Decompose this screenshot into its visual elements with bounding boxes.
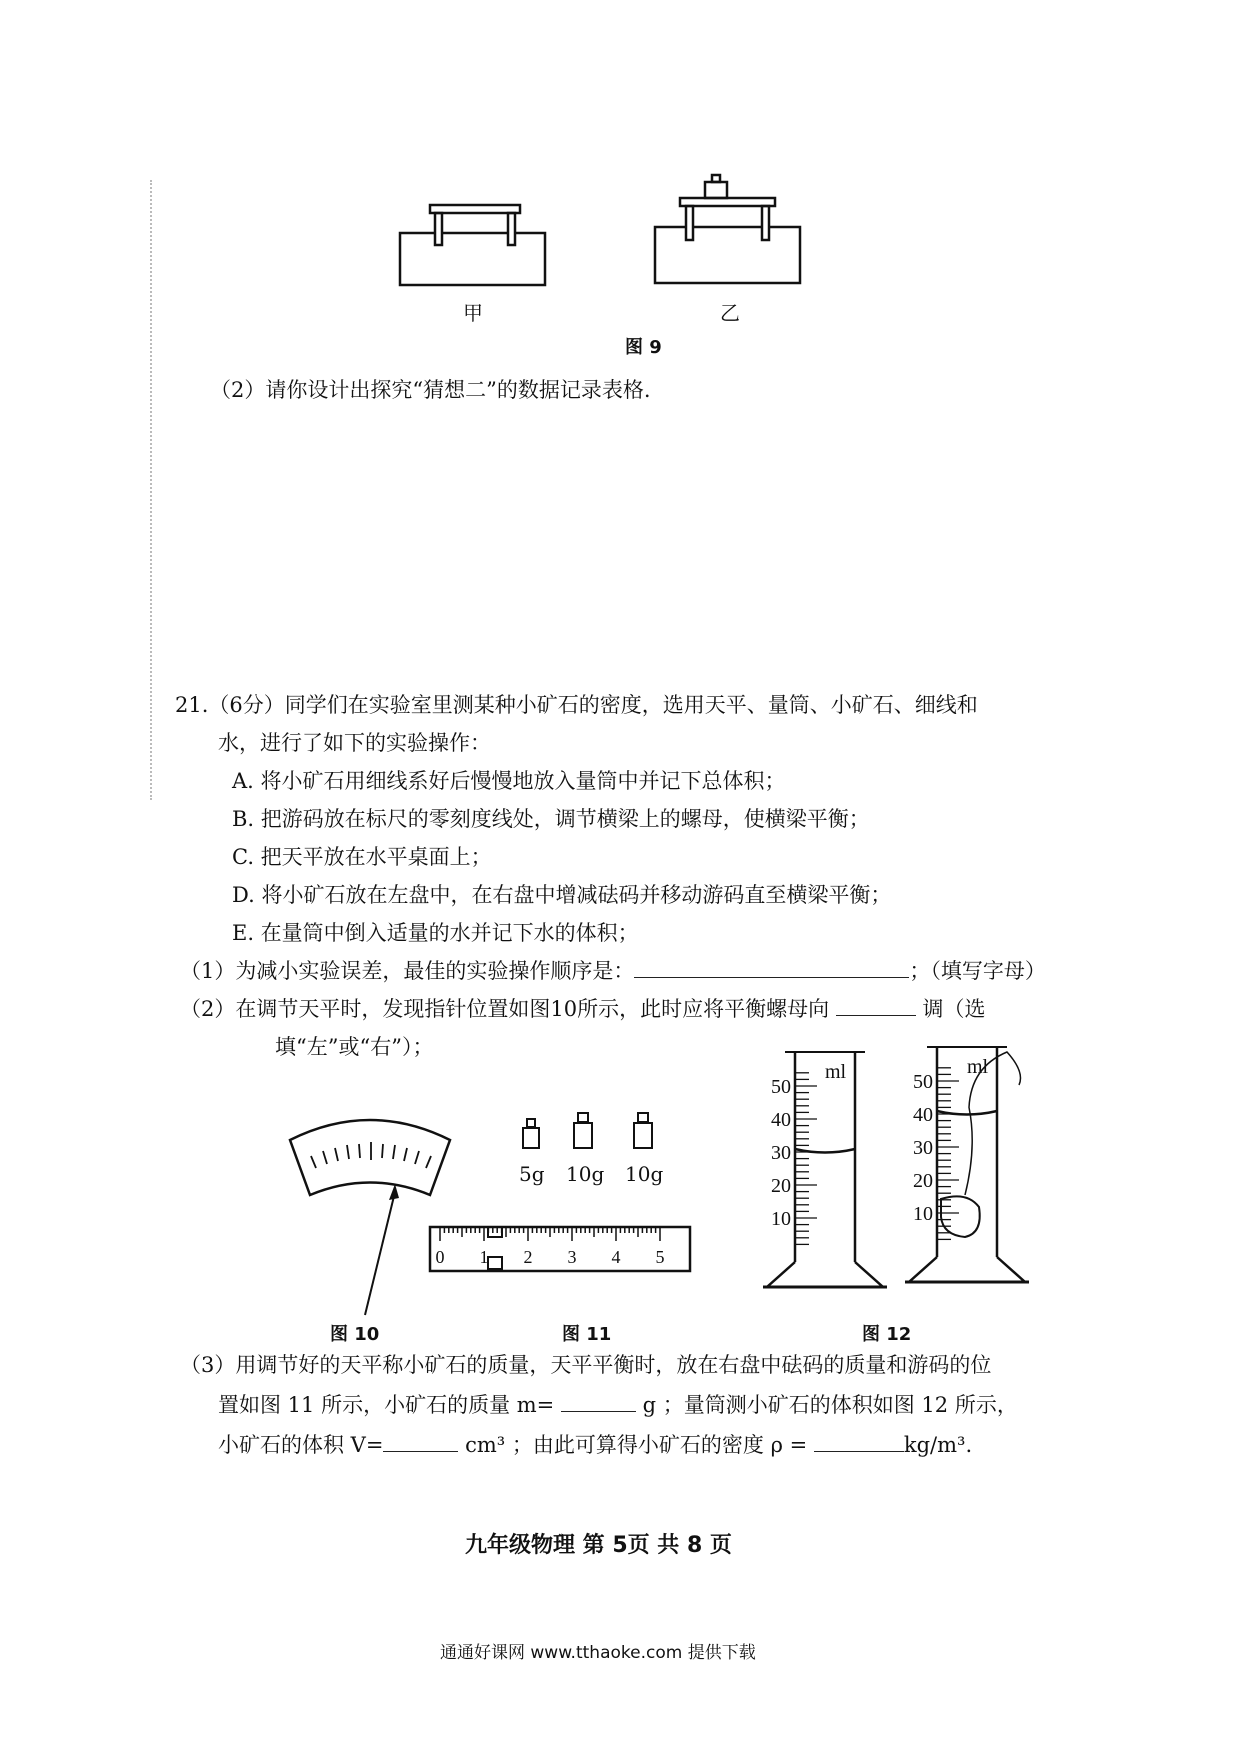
binding-margin-line bbox=[150, 180, 152, 800]
q21-part3-density-blank[interactable] bbox=[814, 1433, 904, 1452]
figure-12-tick-label: 20 bbox=[771, 1175, 791, 1197]
download-source-note: 通通好课网 www.tthaoke.com 提供下载 bbox=[440, 1643, 756, 1663]
q21-part2-prefix: （2）在调节天平时，发现指针位置如图10所示，此时应将平衡螺母向 bbox=[180, 997, 830, 1021]
q20-part2-text: （2）请你设计出探究“猜想二”的数据记录表格. bbox=[210, 378, 651, 402]
figure-12-rock bbox=[941, 1196, 980, 1237]
q21-part3-volume-label: 小矿石的体积 V= bbox=[218, 1433, 384, 1457]
q21-intro-line2: 水，进行了如下的实验操作： bbox=[218, 731, 491, 755]
figure-11-rider-scale bbox=[428, 1225, 693, 1275]
q21-part1-suffix: ；（填写字母） bbox=[909, 959, 1046, 983]
q21-step-b: B. 把游码放在标尺的零刻度线处，调节横梁上的螺母，使横梁平衡； bbox=[232, 807, 870, 831]
figure-12-tick-label: 40 bbox=[913, 1104, 933, 1126]
page-footer: 九年级物理 第 5页 共 8 页 bbox=[465, 1533, 732, 1558]
figure-11-weight-label-5g: 5g bbox=[519, 1162, 545, 1186]
figure-11-scale-tick-label: 2 bbox=[523, 1247, 533, 1267]
figure-12-unit-label: ml bbox=[825, 1061, 847, 1083]
q21-part3-density-unit: kg/m³. bbox=[903, 1433, 973, 1457]
q21-part3-mass-blank[interactable] bbox=[561, 1393, 636, 1412]
figure-11-weight-10g-icon-2 bbox=[632, 1112, 654, 1150]
figure-11-caption: 图 11 bbox=[562, 1324, 612, 1345]
q21-step-c: C. 把天平放在水平桌面上； bbox=[232, 845, 492, 869]
figure-11-weight-label-10g-1: 10g bbox=[566, 1162, 605, 1186]
q21-part2-line2: 填“左”或“右”）； bbox=[275, 1035, 434, 1059]
q21-part2-suffix: 调（选 bbox=[922, 997, 986, 1021]
figure-12-water-surface bbox=[937, 1111, 997, 1115]
figure-11-scale-tick-label: 1 bbox=[479, 1247, 489, 1267]
figure-12-caption: 图 12 bbox=[862, 1324, 912, 1345]
figure-12-tick-label: 50 bbox=[771, 1076, 791, 1098]
figure-12-cylinder-left bbox=[745, 1050, 900, 1290]
figure-9-caption: 图 9 bbox=[625, 337, 662, 358]
figure-10-caption: 图 10 bbox=[330, 1324, 380, 1345]
figure-12-tick-label: 10 bbox=[913, 1203, 933, 1225]
figure-9-jia-drawing bbox=[395, 200, 555, 290]
figure-12-tick-label: 10 bbox=[771, 1208, 791, 1230]
q21-part1-prefix: （1）为减小实验误差，最佳的实验操作顺序是： bbox=[180, 959, 635, 983]
q21-part3-line2 bbox=[218, 1390, 1018, 1420]
figure-10-pointer-dial bbox=[285, 1120, 455, 1320]
figure-11-rider-lower bbox=[488, 1257, 502, 1269]
q21-intro-line1: 21.（6分）同学们在实验室里测某种小矿石的密度，选用天平、量筒、小矿石、细线和 bbox=[175, 693, 978, 717]
figure-11-scale-tick-label: 3 bbox=[567, 1247, 577, 1267]
figure-11-weight-10g-icon-1 bbox=[572, 1112, 594, 1150]
q21-part3-density-label: cm³ ；由此可算得小矿石的密度 ρ = bbox=[465, 1433, 808, 1457]
figure-12-water-surface bbox=[795, 1149, 855, 1153]
figure-12-tick-label: 20 bbox=[913, 1170, 933, 1192]
figure-12-tick-label: 30 bbox=[771, 1142, 791, 1164]
figure-12-cylinder-right bbox=[887, 1045, 1047, 1290]
figure-12-unit-label: ml bbox=[967, 1056, 989, 1078]
figure-11-scale-tick-label: 5 bbox=[655, 1247, 665, 1267]
figure-11-scale-tick-label: 4 bbox=[611, 1247, 621, 1267]
figure-11-weight-5g-icon bbox=[521, 1118, 541, 1150]
q21-step-d: D. 将小矿石放在左盘中，在右盘中增减砝码并移动游码直至横梁平衡； bbox=[232, 883, 892, 907]
q21-step-a: A. 将小矿石用细线系好后慢慢地放入量筒中并记下总体积； bbox=[232, 769, 786, 793]
q21-part1-answer-blank[interactable] bbox=[634, 959, 909, 978]
figure-9-label-yi: 乙 bbox=[720, 301, 740, 325]
q21-step-e: E. 在量筒中倒入适量的水并记下水的体积； bbox=[232, 921, 639, 945]
q21-part3-volume-blank[interactable] bbox=[383, 1433, 458, 1452]
q21-part2-answer-blank[interactable] bbox=[836, 997, 916, 1016]
figure-11-weight-label-10g-2: 10g bbox=[625, 1162, 664, 1186]
q21-part1 bbox=[180, 956, 1046, 986]
q21-part3-line3 bbox=[218, 1430, 972, 1460]
figure-12-tick-label: 40 bbox=[771, 1109, 791, 1131]
figure-11-rider bbox=[488, 1227, 502, 1237]
q21-part3-mass-label: 置如图 11 所示，小矿石的质量 m= bbox=[218, 1393, 555, 1417]
figure-11-scale-tick-label: 0 bbox=[435, 1247, 445, 1267]
figure-12-tick-label: 30 bbox=[913, 1137, 933, 1159]
figure-9-label-jia: 甲 bbox=[463, 301, 483, 325]
figure-9-yi-drawing bbox=[650, 175, 810, 290]
q21-part3-line1: （3）用调节好的天平称小矿石的质量，天平平衡时，放在右盘中砝码的质量和游码的位 bbox=[180, 1353, 992, 1377]
q21-part2 bbox=[180, 994, 985, 1024]
q21-part3-line2-rest: g ；量筒测小矿石的体积如图 12 所示， bbox=[642, 1393, 1018, 1417]
figure-12-tick-label: 50 bbox=[913, 1071, 933, 1093]
